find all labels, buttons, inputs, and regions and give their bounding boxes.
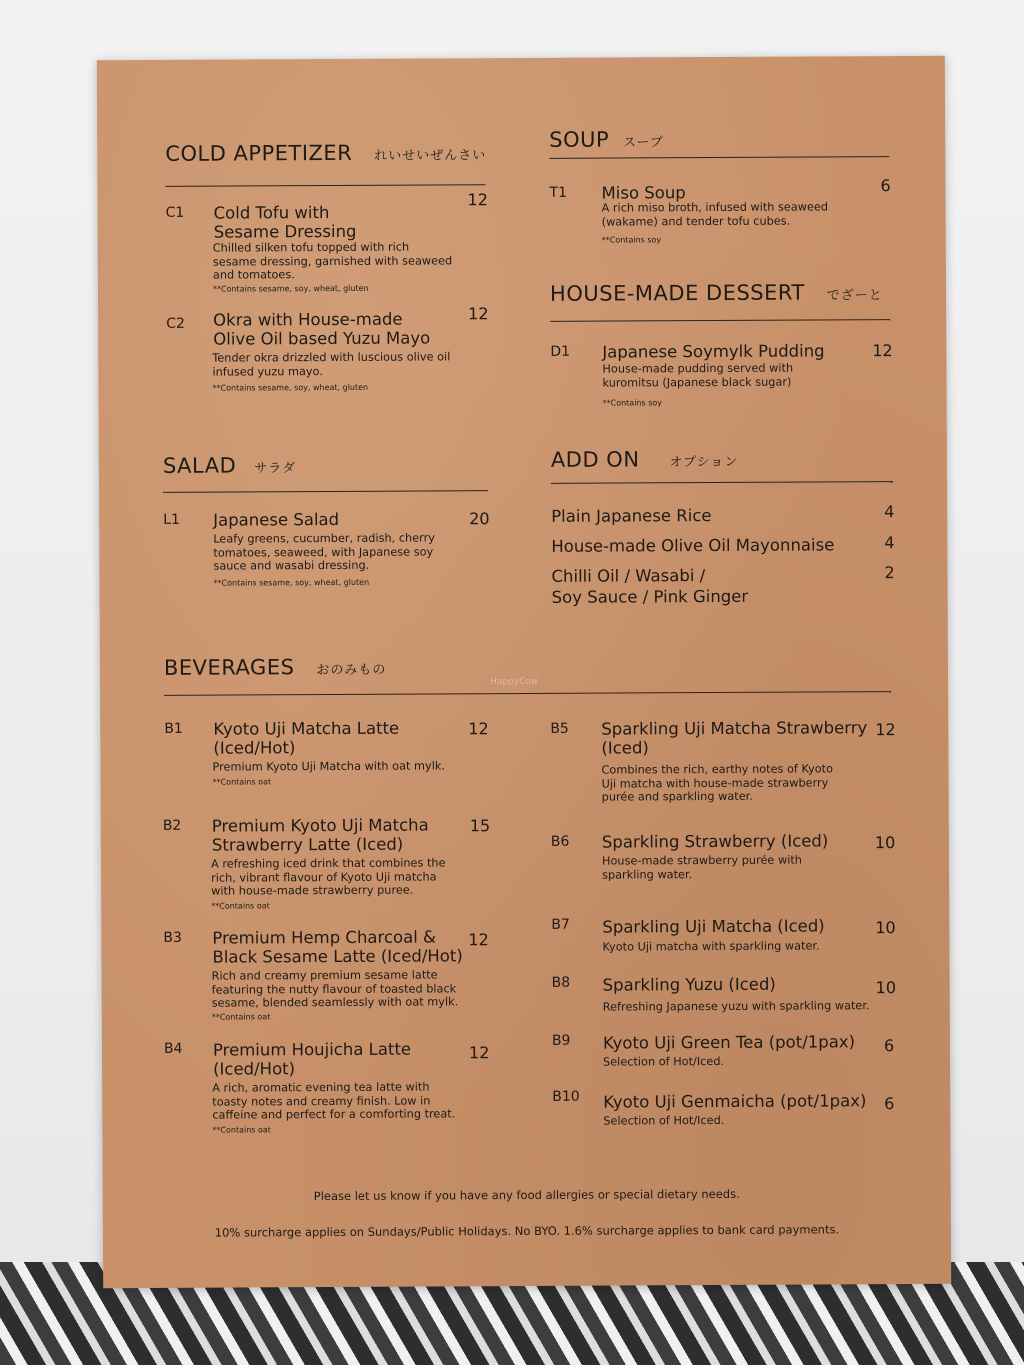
item-code: B8 [551, 974, 571, 991]
item-description: Kyoto Uji matcha with sparkling water. [602, 939, 820, 954]
item-name: Cold Tofu with Sesame Dressing [213, 203, 357, 242]
salad-divider [163, 490, 488, 493]
dessert-title: HOUSE-MADE DESSERT [549, 280, 805, 306]
add-on-item-mayonnaise: House-made Olive Oil Mayonnaise [551, 535, 835, 556]
surcharge-notice: 10% surcharge applies on Sundays/Public Holidays. No BYO. 1.6% surcharge applies to bank card payments. [214, 1222, 840, 1240]
item-name: Kyoto Uji Matcha Latte (Iced/Hot) [213, 718, 400, 758]
soup-title: SOUP [549, 127, 610, 152]
item-price: 6 [884, 1094, 895, 1114]
item-price: 10 [874, 833, 896, 853]
item-description: A rich, aromatic evening tea latte with toasty notes and creamy finish. Low in caffeine and perfect for a comforting treat. [212, 1080, 456, 1122]
item-price: 12 [875, 720, 896, 740]
item-code: B10 [552, 1088, 580, 1105]
item-allergen-note: **Contains sesame, soy, wheat, gluten [212, 382, 369, 393]
menu-item-c1 [165, 190, 492, 304]
item-code: B4 [163, 1040, 183, 1057]
cold-appetizer-heading [165, 140, 486, 166]
menu-item-c2 [166, 304, 491, 404]
add-on-divider [551, 481, 893, 484]
item-description: Chilled silken tofu topped with rich sesame dressing, garnished with seaweed and tomatoes. [212, 240, 453, 282]
item-code: B2 [162, 817, 182, 834]
item-description: Tender okra drizzled with luscious olive oil infused yuzu mayo. [212, 350, 451, 379]
cold-appetizer-divider [165, 184, 485, 187]
item-code: B6 [550, 833, 570, 850]
soup-heading [549, 127, 664, 152]
item-price: 6 [883, 1036, 895, 1056]
allergy-notice: Please let us know if you have any food allergies or special dietary needs. [313, 1186, 740, 1204]
menu-item-b1 [164, 718, 494, 790]
item-code: B7 [551, 916, 570, 933]
item-name: Japanese Salad [213, 509, 340, 530]
cold-appetizer-title-jp: れいせいぜんさい [374, 148, 487, 164]
item-description: Combines the rich, earthy notes of Kyoto Uji matcha with house-made strawberry purée and sparkling water. [601, 762, 834, 804]
menu-item-b8 [552, 972, 902, 1014]
item-code: D1 [550, 343, 571, 360]
item-price: 6 [880, 176, 891, 196]
menu-item-d1 [550, 341, 895, 413]
menu-item-b2 [163, 815, 499, 917]
dessert-divider [550, 319, 890, 322]
add-on-price-rice: 4 [884, 502, 895, 522]
item-description: Selection of Hot/Iced. [603, 1054, 725, 1069]
menu-sheet [97, 56, 951, 1288]
item-name: Okra with House-made Olive Oil based Yuzu Mayo [213, 309, 431, 349]
item-description: Premium Kyoto Uji Matcha with oat mylk. [212, 759, 445, 774]
menu-item-b4 [164, 1038, 500, 1140]
item-price: 12 [468, 930, 489, 950]
item-price: 12 [468, 719, 489, 739]
item-allergen-note: **Contains sesame, soy, wheat, gluten [213, 577, 370, 588]
item-name: Sparkling Uji Matcha Strawberry (Iced) [601, 718, 868, 758]
item-code: C1 [165, 204, 185, 221]
item-name: Premium Hemp Charcoal & Black Sesame Latte (Iced/Hot) [212, 927, 463, 967]
beverages-title-jp: おのみもの [316, 662, 387, 679]
menu-item-b7 [551, 914, 901, 956]
item-allergen-note: **Contains sesame, soy, wheat, gluten [212, 283, 369, 294]
dessert-title-jp: でざーと [826, 288, 883, 304]
salad-title-jp: サラダ [254, 461, 297, 477]
menu-item-t1 [549, 176, 894, 254]
item-code: B3 [163, 929, 182, 946]
item-allergen-note: **Contains soy [602, 398, 663, 408]
menu-item-b3 [163, 927, 499, 1029]
item-name: Miso Soup [601, 183, 686, 203]
soup-divider [549, 156, 889, 159]
item-name: Premium Kyoto Uji Matcha Strawberry Latte (Iced) [211, 815, 429, 855]
salad-title: SALAD [162, 453, 237, 478]
add-on-title: ADD ON [550, 447, 640, 472]
item-name: Japanese Soymylk Pudding [602, 341, 825, 362]
item-price: 10 [875, 918, 896, 938]
menu-item-b10 [552, 1086, 902, 1128]
salad-heading [163, 453, 296, 478]
item-description: Rich and creamy premium sesame latte featuring the nutty flavour of toasted black sesame, blended seamlessly with oat mylk. [211, 968, 459, 1010]
item-price: 10 [875, 978, 897, 998]
menu-item-b6 [551, 831, 901, 883]
item-description: Refreshing Japanese yuzu with sparkling water. [602, 999, 870, 1014]
item-code: B5 [550, 720, 569, 737]
item-description: House-made strawberry purée with sparkling water. [601, 853, 802, 882]
item-name: Premium Houjicha Latte (Iced/Hot) [212, 1039, 412, 1079]
item-code: B9 [551, 1032, 571, 1049]
item-price: 12 [467, 190, 488, 210]
menu-item-l1 [163, 509, 493, 601]
item-code: L1 [163, 511, 180, 528]
item-allergen-note: **Contains oat [212, 777, 272, 787]
item-name: Sparkling Uji Matcha (Iced) [602, 916, 825, 937]
item-name: Kyoto Uji Genmaicha (pot/1pax) [603, 1091, 867, 1112]
menu-item-b5 [550, 718, 900, 815]
item-code: B1 [164, 720, 183, 737]
item-description: A refreshing iced drink that combines the rich, vibrant flavour of Kyoto Uji matcha with house-made strawberry puree. [210, 856, 446, 898]
add-on-heading [551, 447, 739, 472]
item-code: T1 [549, 184, 568, 201]
item-name: Sparkling Yuzu (Iced) [602, 974, 776, 995]
add-on-title-jp: オプション [669, 454, 739, 471]
beverages-title: BEVERAGES [163, 655, 295, 680]
item-description: House-made pudding served with kuromitsu (Japanese black sugar) [602, 361, 794, 390]
add-on-price-condiments: 2 [884, 563, 895, 583]
beverages-heading [164, 655, 387, 680]
dessert-heading [550, 280, 883, 306]
item-allergen-note: **Contains oat [211, 901, 270, 911]
soup-title-jp: スープ [623, 135, 664, 151]
item-price: 15 [469, 816, 491, 836]
item-name: Sparkling Strawberry (Iced) [601, 831, 829, 852]
item-allergen-note: **Contains oat [211, 1012, 271, 1022]
item-price: 12 [468, 1043, 490, 1063]
item-allergen-note: **Contains oat [212, 1125, 271, 1135]
item-price: 12 [872, 341, 893, 361]
menu-item-b9 [552, 1030, 902, 1072]
add-on-item-condiments: Chilli Oil / Wasabi / Soy Sauce / Pink Ginger [551, 566, 749, 607]
item-price: 12 [468, 304, 489, 324]
beverages-divider [164, 691, 891, 696]
cold-appetizer-title: COLD APPETIZER [165, 140, 353, 166]
add-on-item-rice: Plain Japanese Rice [551, 506, 712, 526]
item-description: A rich miso broth, infused with seaweed (wakame) and tender tofu cubes. [601, 200, 829, 229]
item-price: 20 [469, 509, 490, 529]
item-description: Leafy greens, cucumber, radish, cherry tomatoes, seaweed, with Japanese soy sauce and wasabi dressing. [213, 531, 435, 573]
item-description: Selection of Hot/Iced. [603, 1113, 725, 1128]
item-code: C2 [166, 315, 185, 332]
item-allergen-note: **Contains soy [601, 235, 662, 245]
item-name: Kyoto Uji Green Tea (pot/1pax) [602, 1032, 856, 1053]
add-on-price-mayonnaise: 4 [884, 533, 895, 553]
watermark-text: HappyCow [490, 676, 539, 688]
